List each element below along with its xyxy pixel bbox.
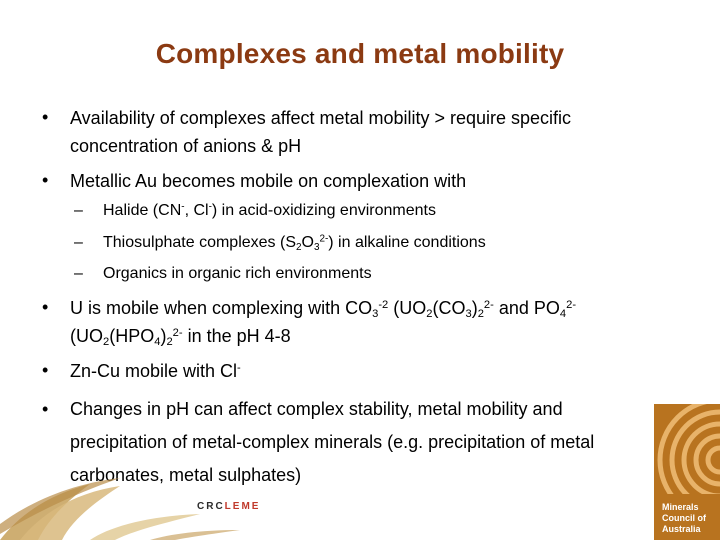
text-fragment: )	[160, 326, 167, 346]
subscript: 4	[559, 308, 567, 321]
superscript: 2-	[172, 326, 183, 339]
bullet-3-line-1	[70, 296, 576, 321]
text-fragment: U is mobile when complexing with CO	[70, 298, 373, 318]
sub-bullet-marker: –	[74, 265, 83, 282]
sub-bullet-thiosulphate	[103, 234, 486, 252]
subscript: 2	[426, 308, 433, 321]
decorative-swoosh-graphic	[0, 454, 250, 540]
text-fragment: in the pH 4-8	[182, 326, 291, 346]
text-fragment: Halide (CN	[103, 202, 182, 219]
superscript: -2	[378, 298, 389, 311]
bullet-5-line-3: carbonates, metal sulphates)	[70, 465, 302, 485]
sub-bullet-organics: Organics in organic rich environments	[103, 265, 372, 282]
slide-title: Complexes and metal mobility	[155, 38, 565, 69]
superscript: -	[181, 201, 185, 213]
text-fragment: (HPO	[109, 326, 155, 346]
bullet-2-text: Metallic Au becomes mobile on complexation with	[70, 171, 467, 191]
bullet-5-line-1: Changes in pH can affect complex stability, metal mobility and	[70, 399, 563, 419]
bullet-marker: •	[42, 107, 49, 127]
sub-bullet-marker: –	[74, 202, 83, 219]
mca-logo-line: Australia	[662, 524, 701, 534]
subscript: 2	[166, 336, 173, 349]
bullet-1-line-1: Availability of complexes affect metal mobility > require specific	[70, 108, 572, 128]
subscript: 3	[372, 308, 379, 321]
text-fragment: Thiosulphate complexes (S	[103, 234, 296, 251]
minerals-council-logo-panel	[654, 404, 720, 540]
subscript: 2	[295, 241, 302, 253]
text-fragment: ) in acid-oxidizing environments	[211, 202, 436, 219]
bullet-4-text	[70, 359, 241, 384]
minerals-council-logo-text	[662, 502, 706, 535]
text-fragment: (UO	[388, 298, 427, 318]
subscript: 3	[313, 241, 320, 253]
crc-logo-part: CRC	[197, 501, 225, 512]
bullet-marker: •	[42, 297, 49, 317]
superscript: 2-	[483, 298, 494, 311]
text-fragment: (CO	[432, 298, 466, 318]
bullet-3-line-2	[70, 324, 291, 349]
text-fragment: (UO	[70, 326, 103, 346]
superscript: -	[208, 201, 212, 213]
subscript: 3	[465, 308, 472, 321]
text-fragment: O	[301, 234, 314, 251]
text-fragment: )	[471, 298, 478, 318]
crc-logo-part: LEME	[224, 501, 261, 512]
text-fragment: ) in alkaline conditions	[328, 234, 486, 251]
text-fragment: , Cl	[184, 202, 209, 219]
text-fragment: Zn-Cu mobile with Cl	[70, 361, 238, 381]
mca-logo-line: Minerals	[662, 502, 699, 512]
bullet-marker: •	[42, 360, 49, 380]
crc-leme-logo	[197, 501, 260, 512]
subscript: 2	[477, 308, 484, 321]
superscript: 2-	[319, 233, 329, 245]
sub-bullet-marker: –	[74, 234, 83, 251]
bullet-marker: •	[42, 399, 49, 419]
mca-logo-line: Council of	[662, 513, 706, 523]
subscript: 2	[103, 336, 110, 349]
concentric-arcs-icon	[654, 404, 720, 494]
bullet-marker: •	[42, 170, 49, 190]
bullet-1-line-2: concentration of anions & pH	[70, 136, 302, 156]
subscript: 4	[154, 336, 161, 349]
bullet-5-line-2: precipitation of metal-complex minerals (e.g. precipitation of metal	[70, 432, 595, 452]
sub-bullet-halide	[103, 202, 436, 220]
superscript: -	[237, 361, 241, 374]
text-fragment: and PO	[493, 298, 560, 318]
superscript: 2-	[566, 298, 577, 311]
